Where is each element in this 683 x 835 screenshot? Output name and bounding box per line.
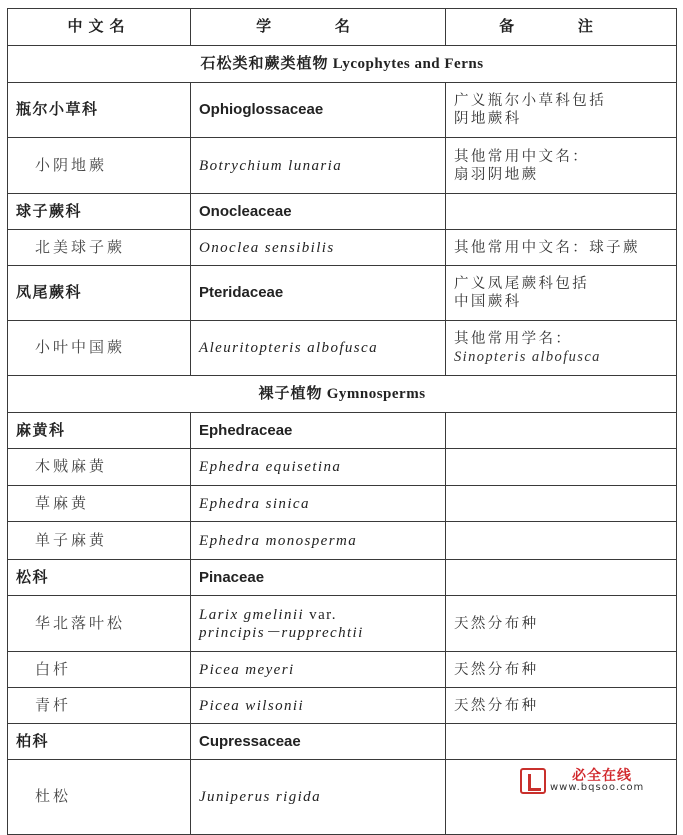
remark-cell — [446, 230, 677, 266]
family-chinese-name: 麻黄科 — [8, 413, 191, 449]
family-chinese-name: 柏科 — [8, 724, 191, 760]
remark-line: 其他常用中文名：球子蕨 — [454, 239, 640, 256]
family-chinese-name: 凤尾蕨科 — [8, 266, 191, 321]
species-row — [8, 596, 677, 652]
remark-cell — [446, 560, 677, 596]
remark-cell — [446, 138, 677, 194]
family-scientific-name: Pteridaceae — [191, 266, 446, 321]
species-scientific-name: Ephedra monosperma — [191, 522, 446, 560]
species-chinese-name: 木贼麻黄 — [8, 449, 191, 486]
remark-line: 其他常用中文名： — [454, 148, 590, 165]
family-row — [8, 266, 677, 321]
section-title-en: Lycophytes and Ferns — [332, 56, 484, 72]
species-scientific-name: Picea meyeri — [191, 652, 446, 688]
section-title — [8, 376, 677, 413]
family-row — [8, 413, 677, 449]
remark-cell — [446, 194, 677, 230]
family-scientific-name: Ophioglossaceae — [191, 83, 446, 138]
remark-line: 中国蕨科 — [454, 294, 522, 310]
variety-epithet: principis－rupprechtii — [199, 624, 364, 641]
section-row — [8, 46, 677, 83]
remark-line: 其他常用学名： — [454, 331, 573, 347]
header-remarks: 备 注 — [446, 9, 677, 46]
remark-cell — [446, 413, 677, 449]
remark-line: 阴地蕨科 — [454, 111, 522, 127]
remark-cell — [446, 522, 677, 560]
remark-cell — [446, 486, 677, 522]
table-header-row — [8, 9, 677, 46]
species-scientific-name: Botrychium lunaria — [191, 138, 446, 194]
header-chinese-name: 中文名 — [8, 9, 191, 46]
variety-marker: var. — [309, 606, 337, 623]
remark-cell — [446, 596, 677, 652]
watermark-site-name: 必全在线 — [572, 768, 632, 784]
species-chinese-name: 杜松 — [8, 760, 191, 835]
species-chinese-name: 北美球子蕨 — [8, 230, 191, 266]
family-chinese-name: 球子蕨科 — [8, 194, 191, 230]
species-chinese-name: 小阴地蕨 — [8, 138, 191, 194]
family-chinese-name: 松科 — [8, 560, 191, 596]
section-row — [8, 376, 677, 413]
species-chinese-name: 单子麻黄 — [8, 522, 191, 560]
remark-line: 扇羽阴地蕨 — [454, 166, 539, 183]
watermark-logo-icon — [520, 768, 546, 794]
species-row — [8, 449, 677, 486]
family-scientific-name: Pinaceae — [191, 560, 446, 596]
section-title-cn: 石松类和蕨类植物 — [200, 56, 329, 72]
remark-cell — [446, 724, 677, 760]
header-scientific-name: 学 名 — [191, 9, 446, 46]
family-scientific-name: Ephedraceae — [191, 413, 446, 449]
remark-line: 天然分布种 — [454, 697, 539, 714]
binomial-part: Larix gmelinii — [199, 606, 305, 623]
family-row — [8, 560, 677, 596]
species-chinese-name: 小叶中国蕨 — [8, 321, 191, 376]
family-scientific-name: Cupressaceae — [191, 724, 446, 760]
remark-cell — [446, 652, 677, 688]
remark-cell — [446, 266, 677, 321]
species-row — [8, 321, 677, 376]
species-scientific-name — [191, 596, 446, 652]
species-row — [8, 522, 677, 560]
remark-line: 广义凤尾蕨科包括 — [454, 276, 590, 292]
species-chinese-name: 草麻黄 — [8, 486, 191, 522]
species-chinese-name: 白杄 — [8, 652, 191, 688]
remark-line: 天然分布种 — [454, 615, 539, 632]
family-scientific-name: Onocleaceae — [191, 194, 446, 230]
site-watermark — [520, 765, 676, 797]
family-chinese-name: 瓶尔小草科 — [8, 83, 191, 138]
species-scientific-name: Ephedra sinica — [191, 486, 446, 522]
species-row — [8, 230, 677, 266]
species-scientific-name: Ephedra equisetina — [191, 449, 446, 486]
remark-cell — [446, 321, 677, 376]
remark-cell — [446, 83, 677, 138]
section-title-cn: 裸子植物 — [258, 386, 323, 402]
remark-line-italic: Sinopteris albofusca — [454, 349, 601, 365]
species-row — [8, 486, 677, 522]
species-row — [8, 652, 677, 688]
species-scientific-name: Onoclea sensibilis — [191, 230, 446, 266]
species-checklist-table — [7, 8, 677, 835]
family-row — [8, 724, 677, 760]
species-chinese-name: 华北落叶松 — [8, 596, 191, 652]
section-title-en: Gymnosperms — [326, 386, 426, 402]
remark-cell — [446, 449, 677, 486]
remark-line: 广义瓶尔小草科包括 — [454, 93, 607, 109]
watermark-url: www.bqsoo.com — [550, 782, 645, 793]
family-row — [8, 194, 677, 230]
species-row — [8, 138, 677, 194]
family-row — [8, 83, 677, 138]
species-chinese-name: 青杄 — [8, 688, 191, 724]
section-title — [8, 46, 677, 83]
species-scientific-name: Picea wilsonii — [191, 688, 446, 724]
species-row — [8, 688, 677, 724]
species-scientific-name: Juniperus rigida — [191, 760, 446, 835]
remark-cell — [446, 688, 677, 724]
remark-line: 天然分布种 — [454, 661, 539, 678]
species-scientific-name: Aleuritopteris albofusca — [191, 321, 446, 376]
